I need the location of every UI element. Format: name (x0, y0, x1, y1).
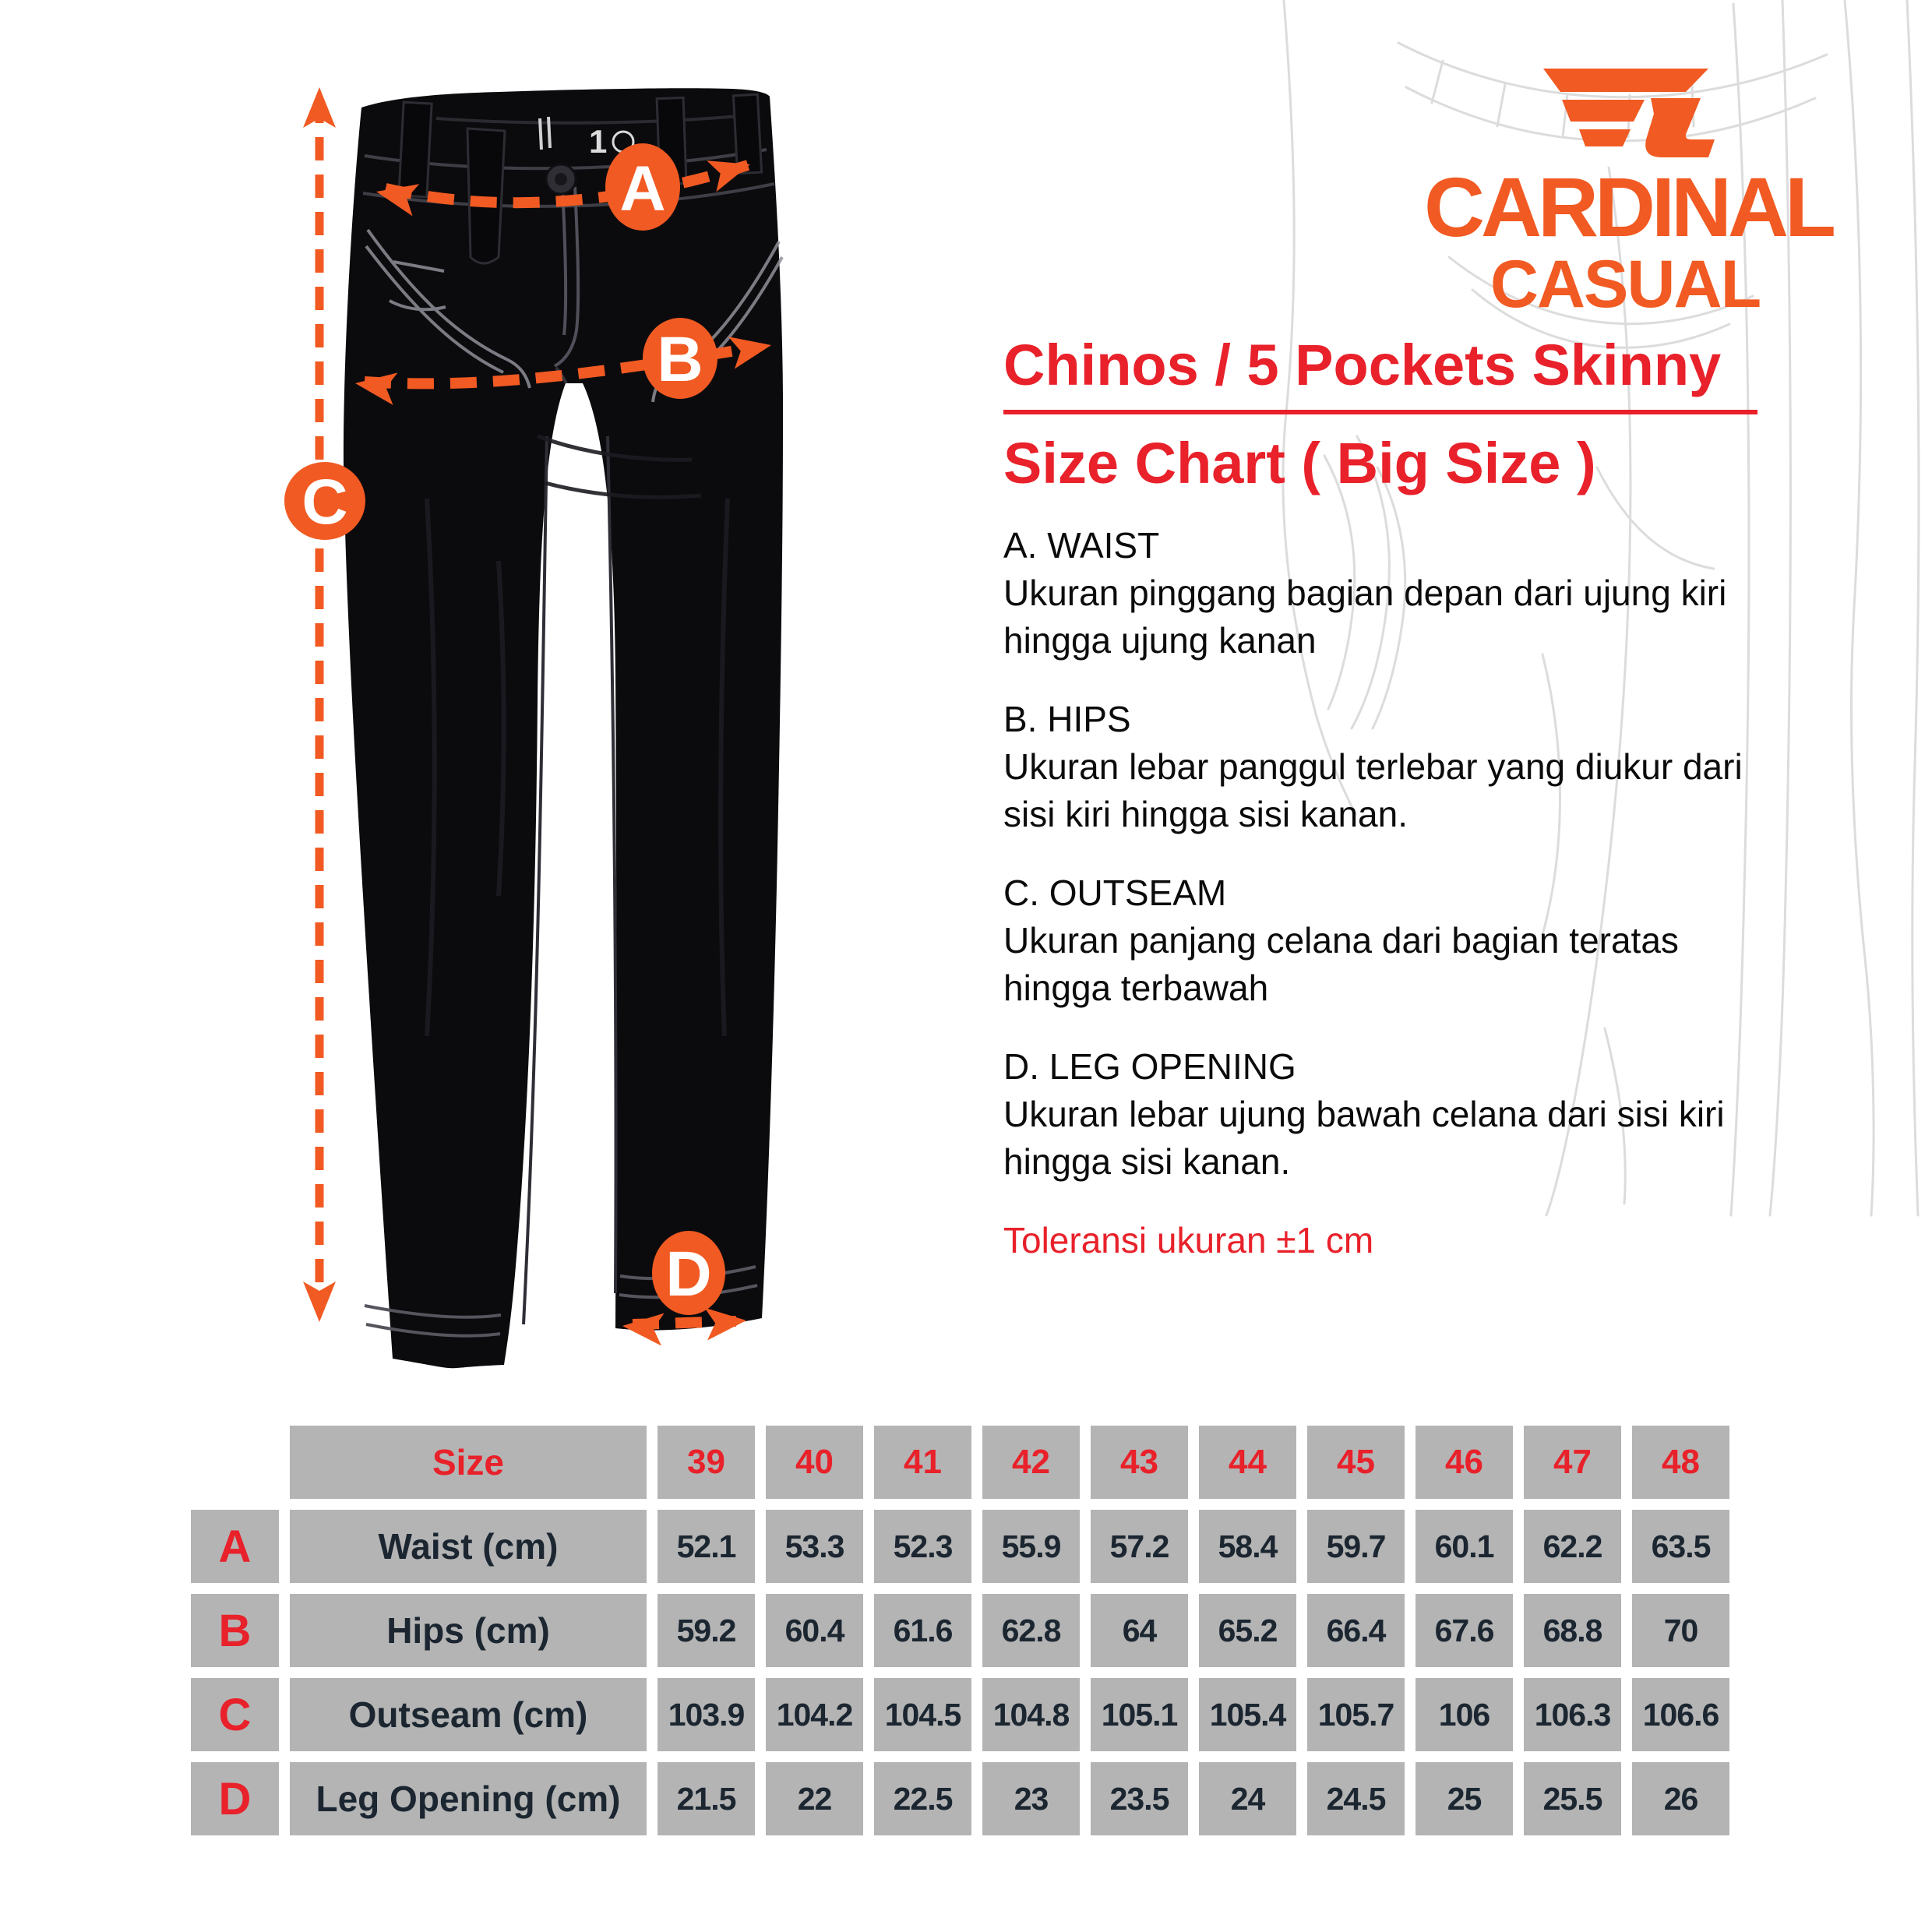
table-cell: 24.5 (1307, 1762, 1405, 1835)
size-col-48: 48 (1632, 1426, 1729, 1499)
row-letter-a: A (191, 1510, 279, 1583)
jeans-photo (344, 88, 783, 1368)
table-cell: 104.2 (766, 1678, 863, 1751)
row-letter-b: B (191, 1594, 279, 1667)
table-cell: 23 (982, 1762, 1080, 1835)
table-cell: 63.5 (1632, 1510, 1729, 1583)
marker-d-letter: D (665, 1239, 712, 1310)
table-cell: 21.5 (658, 1762, 755, 1835)
size-col-47: 47 (1524, 1426, 1621, 1499)
table-cell: 62.8 (982, 1594, 1080, 1667)
brand-subname: CASUAL (1490, 247, 1761, 322)
table-cell: 26 (1632, 1762, 1729, 1835)
table-cell: 103.9 (658, 1678, 755, 1751)
table-cell: 70 (1632, 1594, 1729, 1667)
section-text: hingga terbawah (1003, 968, 1269, 1008)
product-title: Chinos / 5 Pockets Skinny (1003, 333, 1722, 397)
size-col-44: 44 (1199, 1426, 1296, 1499)
brand-logo (1424, 69, 1832, 322)
row-label-waist: Waist (cm) (290, 1510, 647, 1583)
section-heading: B. HIPS (1003, 699, 1131, 739)
measurement-section-leg-opening (1003, 1043, 1845, 1186)
table-cell: 65.2 (1199, 1594, 1296, 1667)
table-cell: 68.8 (1524, 1594, 1621, 1667)
section-text: Ukuran lebar ujung bawah celana dari sisi kiri (1003, 1094, 1725, 1134)
title-underline (1003, 410, 1757, 414)
table-cell: 52.3 (874, 1510, 971, 1583)
size-header-cell: Size (290, 1426, 647, 1499)
table-cell: 106.3 (1524, 1678, 1621, 1751)
size-table (191, 1426, 1729, 1835)
table-cell: 62.2 (1524, 1510, 1621, 1583)
table-cell: 59.2 (658, 1594, 755, 1667)
size-col-46: 46 (1416, 1426, 1513, 1499)
size-col-42: 42 (982, 1426, 1080, 1499)
table-cell: 67.6 (1416, 1594, 1513, 1667)
table-cell: 52.1 (658, 1510, 755, 1583)
table-cell: 25.5 (1524, 1762, 1621, 1835)
table-cell: 105.4 (1199, 1678, 1296, 1751)
section-text: hingga ujung kanan (1003, 620, 1317, 661)
marker-b-letter: B (657, 324, 703, 395)
table-cell: 53.3 (766, 1510, 863, 1583)
measurement-section-outseam (1003, 869, 1845, 1012)
table-cell: 64 (1091, 1594, 1188, 1667)
table-corner-spacer (191, 1426, 279, 1499)
size-col-41: 41 (874, 1426, 971, 1499)
row-label-outseam: Outseam (cm) (290, 1678, 647, 1751)
table-cell: 57.2 (1091, 1510, 1188, 1583)
table-cell: 22.5 (874, 1762, 971, 1835)
size-col-43: 43 (1091, 1426, 1188, 1499)
table-cell: 66.4 (1307, 1594, 1405, 1667)
table-cell: 61.6 (874, 1594, 971, 1667)
size-col-45: 45 (1307, 1426, 1405, 1499)
tolerance-note: Toleransi ukuran ±1 cm (1003, 1220, 1374, 1260)
section-text: Ukuran pinggang bagian depan dari ujung kiri (1003, 573, 1727, 613)
table-cell: 59.7 (1307, 1510, 1405, 1583)
jeans-silhouette (344, 88, 783, 1368)
table-cell: 104.8 (982, 1678, 1080, 1751)
table-cell: 105.7 (1307, 1678, 1405, 1751)
section-heading: C. OUTSEAM (1003, 873, 1227, 913)
size-col-39: 39 (658, 1426, 755, 1499)
section-text: Ukuran lebar panggul terlebar yang diukur dari (1003, 746, 1743, 787)
cardinal-c-icon (1535, 69, 1715, 158)
marker-a-letter: A (619, 153, 666, 224)
table-cell: 60.4 (766, 1594, 863, 1667)
brand-name: CARDINAL (1424, 160, 1832, 254)
section-text: sisi kiri hingga sisi kanan. (1003, 794, 1408, 834)
table-cell: 55.9 (982, 1510, 1080, 1583)
size-col-40: 40 (766, 1426, 863, 1499)
table-cell: 105.1 (1091, 1678, 1188, 1751)
table-cell: 24 (1199, 1762, 1296, 1835)
measurement-section-hips (1003, 696, 1845, 838)
section-text: hingga sisi kanan. (1003, 1141, 1291, 1182)
row-label-leg-opening: Leg Opening (cm) (290, 1762, 647, 1835)
marker-c-letter: C (301, 467, 348, 538)
row-letter-c: C (191, 1678, 279, 1751)
row-letter-d: D (191, 1762, 279, 1835)
table-cell: 60.1 (1416, 1510, 1513, 1583)
row-label-hips: Hips (cm) (290, 1594, 647, 1667)
table-cell: 106.6 (1632, 1678, 1729, 1751)
info-column (1003, 333, 1845, 1264)
table-cell: 106 (1416, 1678, 1513, 1751)
section-text: Ukuran panjang celana dari bagian teratas (1003, 920, 1679, 961)
table-cell: 22 (766, 1762, 863, 1835)
table-cell: 25 (1416, 1762, 1513, 1835)
page-subtitle: Size Chart ( Big Size ) (1003, 431, 1596, 495)
svg-text:1: 1 (589, 123, 608, 160)
measurement-section-waist (1003, 522, 1845, 665)
table-cell: 58.4 (1199, 1510, 1296, 1583)
table-cell: 104.5 (874, 1678, 971, 1751)
table-cell: 23.5 (1091, 1762, 1188, 1835)
section-heading: A. WAIST (1003, 525, 1160, 566)
section-heading: D. LEG OPENING (1003, 1046, 1296, 1087)
